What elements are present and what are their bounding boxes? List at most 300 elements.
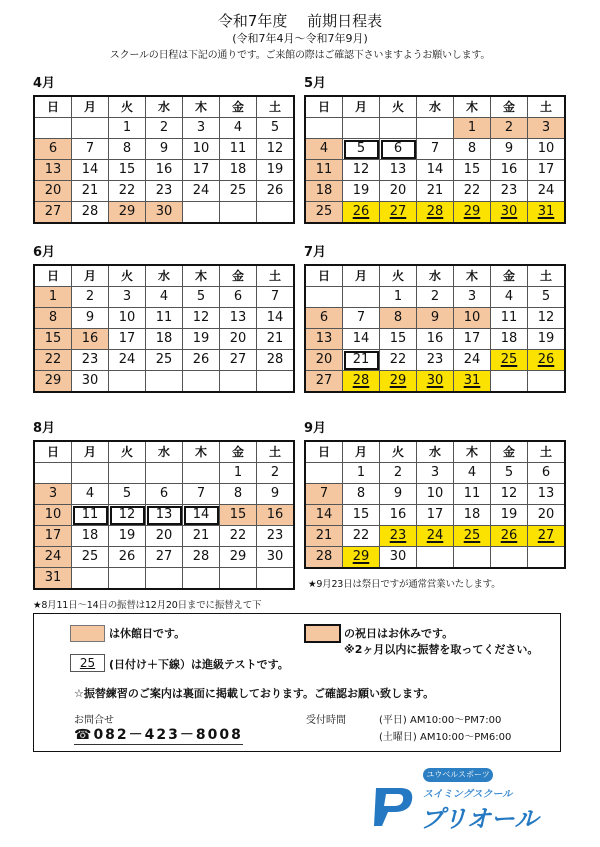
calendar-table [33, 440, 295, 590]
logo-name: プリオール [420, 805, 539, 833]
weekday-header: 金 [491, 96, 528, 118]
weekday-header: 水 [146, 265, 183, 287]
calendar-day: 7 [417, 139, 454, 160]
calendar-day: 30 [257, 547, 295, 568]
holiday-swatch [304, 624, 341, 643]
calendar-day: 14 [257, 308, 295, 329]
calendar-day [183, 568, 220, 590]
calendar-july [304, 244, 556, 393]
calendar-day: 12 [343, 160, 380, 181]
weekday-header: 火 [380, 441, 417, 463]
weekday-header: 木 [183, 441, 220, 463]
weekday-header: 水 [417, 96, 454, 118]
calendar-day: 8 [220, 484, 257, 505]
calendar-day: 4 [72, 484, 109, 505]
weekday-header: 土 [257, 96, 295, 118]
calendar-day: 19 [183, 329, 220, 350]
calendar-day: 27 [305, 371, 343, 393]
calendar-day: 21 [305, 526, 343, 547]
calendar-day: 1 [109, 118, 146, 139]
logo-icon [370, 780, 418, 830]
page-subtitle: (令和7年4月～令和7年9月) [232, 32, 368, 45]
calendar-may [304, 75, 556, 224]
weekday-hours: (平日) AM10:00～PM7:00 [379, 715, 502, 726]
calendar-day: 5 [528, 287, 566, 308]
calendar-day: 8 [380, 308, 417, 329]
calendar-day: 13 [220, 308, 257, 329]
calendar-day: 15 [34, 329, 72, 350]
calendar-day: 25 [72, 547, 109, 568]
calendar-day: 7 [183, 484, 220, 505]
calendar-day: 6 [380, 139, 417, 160]
weekday-header: 土 [528, 441, 566, 463]
calendar-day: 2 [146, 118, 183, 139]
calendar-day: 19 [528, 329, 566, 350]
calendar-day: 14 [305, 505, 343, 526]
month-label: 6月 [33, 245, 56, 260]
calendar-day: 7 [305, 484, 343, 505]
month-label: 7月 [304, 245, 327, 260]
calendar-day [380, 118, 417, 139]
calendar-day: 18 [220, 160, 257, 181]
calendar-day [528, 371, 566, 393]
calendar-day: 5 [343, 139, 380, 160]
calendar-day: 14 [183, 505, 220, 526]
calendar-day: 11 [454, 484, 491, 505]
calendar-day: 5 [183, 287, 220, 308]
calendar-day: 16 [417, 329, 454, 350]
calendar-day: 31 [528, 202, 566, 224]
calendar-day: 18 [454, 505, 491, 526]
weekday-header: 月 [343, 441, 380, 463]
holiday-closed-label: の祝日はお休みです。 [344, 627, 454, 640]
calendar-day: 22 [343, 526, 380, 547]
calendar-day: 4 [220, 118, 257, 139]
calendar-day: 24 [34, 547, 72, 568]
calendar-day: 20 [528, 505, 566, 526]
weekday-header: 木 [183, 96, 220, 118]
calendar-day: 14 [72, 160, 109, 181]
calendar-day [34, 463, 72, 484]
month-label: 5月 [304, 76, 327, 91]
calendar-day: 19 [257, 160, 295, 181]
calendar-day: 29 [34, 371, 72, 393]
holiday-note: ※2ヶ月以内に振替を取ってください。 [344, 643, 539, 656]
calendar-day: 28 [343, 371, 380, 393]
calendar-day: 18 [146, 329, 183, 350]
calendar-day: 15 [343, 505, 380, 526]
calendar-august [33, 420, 285, 590]
calendar-day: 7 [343, 308, 380, 329]
calendar-day: 2 [491, 118, 528, 139]
weekday-header: 月 [343, 96, 380, 118]
calendar-day: 1 [343, 463, 380, 484]
calendar-day [305, 463, 343, 484]
calendar-day: 24 [528, 181, 566, 202]
calendar-day [417, 118, 454, 139]
weekday-header: 日 [305, 441, 343, 463]
weekday-header: 日 [34, 441, 72, 463]
calendar-day: 2 [380, 463, 417, 484]
calendar-day: 24 [109, 350, 146, 371]
phone-number[interactable]: ☎082－423－8008 [74, 724, 243, 745]
calendar-day: 1 [220, 463, 257, 484]
calendar-day [257, 371, 295, 393]
calendar-day: 16 [380, 505, 417, 526]
calendar-day: 20 [220, 329, 257, 350]
calendar-day: 21 [257, 329, 295, 350]
calendar-day: 19 [343, 181, 380, 202]
calendar-day: 17 [183, 160, 220, 181]
calendar-day: 22 [109, 181, 146, 202]
weekday-header: 金 [491, 265, 528, 287]
calendar-day [72, 118, 109, 139]
calendar-day: 30 [72, 371, 109, 393]
calendar-day: 5 [257, 118, 295, 139]
weekday-header: 木 [454, 441, 491, 463]
calendar-day: 2 [257, 463, 295, 484]
calendar-day: 28 [257, 350, 295, 371]
calendar-day: 25 [491, 350, 528, 371]
weekday-header: 火 [109, 96, 146, 118]
september-note: ★9月23日は祭日ですが通常営業いたします。 [308, 579, 501, 590]
calendar-day [146, 371, 183, 393]
calendar-day: 13 [146, 505, 183, 526]
calendar-day: 26 [109, 547, 146, 568]
calendar-day [183, 202, 220, 224]
calendar-day: 17 [454, 329, 491, 350]
calendar-day: 13 [34, 160, 72, 181]
calendar-day [109, 463, 146, 484]
weekday-header: 金 [220, 265, 257, 287]
calendar-day: 23 [146, 181, 183, 202]
weekday-header: 日 [305, 265, 343, 287]
calendar-day [305, 118, 343, 139]
weekday-header: 金 [220, 96, 257, 118]
calendar-day: 4 [305, 139, 343, 160]
calendar-day: 4 [491, 287, 528, 308]
logo-tag: ユウベルスポーツ [423, 768, 493, 782]
calendar-day: 26 [343, 202, 380, 224]
calendar-day: 19 [109, 526, 146, 547]
calendar-day: 5 [109, 484, 146, 505]
calendar-day: 14 [417, 160, 454, 181]
calendar-day [257, 202, 295, 224]
calendar-day: 1 [454, 118, 491, 139]
calendar-day: 28 [183, 547, 220, 568]
calendar-day: 6 [305, 308, 343, 329]
calendar-day: 3 [183, 118, 220, 139]
calendar-day: 25 [454, 526, 491, 547]
calendar-day: 27 [220, 350, 257, 371]
calendar-day: 8 [343, 484, 380, 505]
month-label: 4月 [33, 76, 56, 91]
calendar-day [343, 118, 380, 139]
calendar-day: 29 [454, 202, 491, 224]
calendar-day: 17 [34, 526, 72, 547]
calendar-day [454, 547, 491, 569]
calendar-day: 24 [417, 526, 454, 547]
calendar-day: 3 [109, 287, 146, 308]
calendar-day: 3 [528, 118, 566, 139]
calendar-day: 11 [220, 139, 257, 160]
weekday-header: 火 [109, 265, 146, 287]
calendar-day: 13 [305, 329, 343, 350]
calendar-september [304, 420, 556, 569]
calendar-day: 11 [146, 308, 183, 329]
calendar-day: 27 [146, 547, 183, 568]
calendar-table [33, 95, 295, 224]
calendar-day: 16 [491, 160, 528, 181]
calendar-day: 29 [343, 547, 380, 569]
weekday-header: 金 [220, 441, 257, 463]
calendar-day: 18 [491, 329, 528, 350]
weekday-header: 水 [146, 96, 183, 118]
calendar-day: 6 [528, 463, 566, 484]
hours-label: 受付時間 [306, 715, 346, 726]
calendar-day: 16 [257, 505, 295, 526]
weekday-header: 水 [146, 441, 183, 463]
weekday-header: 土 [257, 441, 295, 463]
weekday-header: 金 [491, 441, 528, 463]
calendar-day: 21 [343, 350, 380, 371]
calendar-day: 17 [109, 329, 146, 350]
test-label: (日付け＋下線）は進級テストです。 [109, 658, 289, 671]
calendar-day: 16 [72, 329, 109, 350]
calendar-day: 12 [491, 484, 528, 505]
weekday-header: 土 [528, 96, 566, 118]
calendar-day: 18 [72, 526, 109, 547]
calendar-day: 29 [109, 202, 146, 224]
calendar-april [33, 75, 285, 224]
calendar-day: 26 [257, 181, 295, 202]
calendar-day: 17 [417, 505, 454, 526]
calendar-day [183, 463, 220, 484]
calendar-day: 20 [34, 181, 72, 202]
page-title: 令和7年度 前期日程表 [217, 12, 383, 30]
calendar-day: 15 [380, 329, 417, 350]
calendar-day [220, 202, 257, 224]
weekday-header: 土 [528, 265, 566, 287]
makeup-note: ☆振替練習のご案内は裏面に掲載しております。ご確認お願い致します。 [74, 687, 435, 700]
calendar-day: 24 [183, 181, 220, 202]
test-sample-number: 25 [79, 656, 96, 670]
weekday-header: 水 [417, 441, 454, 463]
calendar-day: 16 [146, 160, 183, 181]
calendar-day [109, 371, 146, 393]
calendar-day: 25 [305, 202, 343, 224]
calendar-day [72, 568, 109, 590]
calendar-day: 23 [491, 181, 528, 202]
calendar-table [304, 440, 566, 569]
calendar-day [146, 568, 183, 590]
calendar-day: 15 [454, 160, 491, 181]
calendar-day: 18 [305, 181, 343, 202]
saturday-hours: (土曜日) AM10:00～PM6:00 [379, 732, 512, 743]
calendar-day [109, 568, 146, 590]
calendar-day: 4 [146, 287, 183, 308]
weekday-header: 木 [183, 265, 220, 287]
calendar-day: 24 [454, 350, 491, 371]
calendar-day: 6 [220, 287, 257, 308]
calendar-day: 30 [380, 547, 417, 569]
weekday-header: 日 [34, 96, 72, 118]
calendar-day: 13 [380, 160, 417, 181]
calendar-day: 28 [305, 547, 343, 569]
calendar-day: 8 [454, 139, 491, 160]
calendar-day: 4 [454, 463, 491, 484]
calendar-day: 22 [380, 350, 417, 371]
calendar-day [257, 568, 295, 590]
weekday-header: 火 [380, 96, 417, 118]
calendar-day: 15 [109, 160, 146, 181]
calendar-day: 10 [528, 139, 566, 160]
calendar-day: 12 [257, 139, 295, 160]
calendar-day: 21 [417, 181, 454, 202]
calendar-day: 1 [34, 287, 72, 308]
calendar-day: 3 [454, 287, 491, 308]
weekday-header: 月 [72, 96, 109, 118]
calendar-day: 30 [146, 202, 183, 224]
calendar-day [220, 568, 257, 590]
calendar-day: 10 [183, 139, 220, 160]
weekday-header: 月 [343, 265, 380, 287]
closed-label: は休館日です。 [109, 627, 186, 640]
calendar-day [183, 371, 220, 393]
intro-text: スクールの日程は下記の通りです。ご来館の際はご確認下さいますようお願いします。 [109, 50, 491, 61]
weekday-header: 月 [72, 441, 109, 463]
calendar-day: 8 [34, 308, 72, 329]
calendar-day: 26 [528, 350, 566, 371]
weekday-header: 水 [417, 265, 454, 287]
test-sample [70, 654, 105, 672]
weekday-header: 日 [305, 96, 343, 118]
calendar-day [343, 287, 380, 308]
month-label: 8月 [33, 421, 56, 436]
calendar-day [528, 547, 566, 569]
weekday-header: 木 [454, 265, 491, 287]
calendar-day: 9 [491, 139, 528, 160]
calendar-day: 10 [109, 308, 146, 329]
calendar-june [33, 244, 285, 393]
calendar-day: 26 [183, 350, 220, 371]
calendar-day: 22 [454, 181, 491, 202]
calendar-day: 10 [34, 505, 72, 526]
weekday-header: 火 [109, 441, 146, 463]
contact-label: お問合せ [74, 715, 114, 726]
calendar-day: 20 [305, 350, 343, 371]
legend-box [33, 613, 561, 752]
calendar-day: 20 [146, 526, 183, 547]
calendar-day: 12 [528, 308, 566, 329]
calendar-day: 10 [417, 484, 454, 505]
calendar-day: 6 [146, 484, 183, 505]
weekday-header: 日 [34, 265, 72, 287]
calendar-day: 8 [109, 139, 146, 160]
calendar-table [304, 95, 566, 224]
calendar-day [417, 547, 454, 569]
calendar-table [33, 264, 295, 393]
calendar-day: 29 [220, 547, 257, 568]
calendar-day: 25 [220, 181, 257, 202]
calendar-day: 23 [417, 350, 454, 371]
calendar-day: 26 [491, 526, 528, 547]
calendar-day: 10 [454, 308, 491, 329]
calendar-day: 31 [454, 371, 491, 393]
calendar-day [146, 463, 183, 484]
calendar-day: 11 [491, 308, 528, 329]
calendar-day: 25 [146, 350, 183, 371]
calendar-day: 9 [417, 308, 454, 329]
weekday-header: 木 [454, 96, 491, 118]
calendar-day: 21 [183, 526, 220, 547]
calendar-day [34, 118, 72, 139]
calendar-day: 12 [183, 308, 220, 329]
calendar-day: 30 [417, 371, 454, 393]
calendar-day: 28 [417, 202, 454, 224]
calendar-day: 14 [343, 329, 380, 350]
calendar-day: 9 [257, 484, 295, 505]
calendar-table [304, 264, 566, 393]
calendar-day: 6 [34, 139, 72, 160]
calendar-day: 27 [380, 202, 417, 224]
calendar-day: 30 [491, 202, 528, 224]
calendar-day: 31 [34, 568, 72, 590]
calendar-day [305, 287, 343, 308]
calendar-day [220, 371, 257, 393]
calendar-day: 23 [72, 350, 109, 371]
calendar-day: 27 [528, 526, 566, 547]
calendar-day [72, 463, 109, 484]
calendar-day: 9 [146, 139, 183, 160]
calendar-day: 29 [380, 371, 417, 393]
calendar-day: 9 [380, 484, 417, 505]
calendar-day: 1 [380, 287, 417, 308]
calendar-day: 21 [72, 181, 109, 202]
calendar-day: 11 [72, 505, 109, 526]
calendar-day: 9 [72, 308, 109, 329]
calendar-day: 20 [380, 181, 417, 202]
calendar-day: 27 [34, 202, 72, 224]
logo-sub: スイミングスクール [423, 789, 513, 800]
closed-swatch [70, 625, 105, 642]
calendar-day: 15 [220, 505, 257, 526]
calendar-day [491, 371, 528, 393]
weekday-header: 火 [380, 265, 417, 287]
month-label: 9月 [304, 421, 327, 436]
calendar-day: 3 [34, 484, 72, 505]
calendar-day: 7 [72, 139, 109, 160]
calendar-day [491, 547, 528, 569]
weekday-header: 土 [257, 265, 295, 287]
calendar-day: 5 [491, 463, 528, 484]
calendar-day: 2 [72, 287, 109, 308]
calendar-day: 17 [528, 160, 566, 181]
calendar-day: 23 [257, 526, 295, 547]
calendar-day: 13 [528, 484, 566, 505]
calendar-day: 28 [72, 202, 109, 224]
calendar-day: 23 [380, 526, 417, 547]
calendar-day: 19 [491, 505, 528, 526]
calendar-day: 12 [109, 505, 146, 526]
calendar-day: 22 [34, 350, 72, 371]
calendar-day: 22 [220, 526, 257, 547]
calendar-day: 7 [257, 287, 295, 308]
calendar-day: 2 [417, 287, 454, 308]
august-note: ★8月11日～14日の振替は12月20日までに振替えて下 [33, 600, 262, 611]
calendar-day: 3 [417, 463, 454, 484]
weekday-header: 月 [72, 265, 109, 287]
